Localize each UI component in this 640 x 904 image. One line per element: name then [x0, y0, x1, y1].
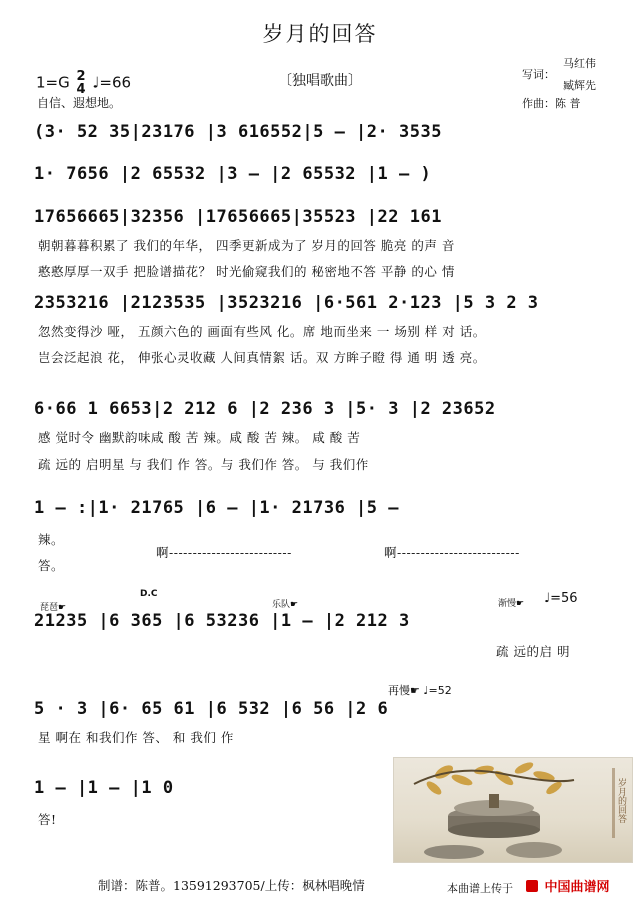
ritardando-more-mark: 再慢☛ ♩=52 [388, 684, 452, 697]
da-capo-mark: D.C [140, 589, 158, 599]
ritardando-mark: 渐慢☛ [498, 599, 525, 609]
humming-line-2: 啊-------------------------- [384, 545, 520, 560]
site-notice: 本曲谱上传于 [447, 882, 513, 895]
logo-icon [526, 880, 538, 892]
composer-credit: 作曲：陈 普 [522, 97, 581, 110]
key-label: 1=G [36, 73, 70, 92]
tempo-change-56: ♩=56 [544, 591, 578, 606]
song-genre: 〔独唱歌曲〕 [278, 73, 362, 89]
key-signature [36, 70, 131, 96]
tempo-mark: ♩=66 [92, 73, 132, 92]
time-signature [77, 70, 86, 96]
instrument-pipa-mark: 琵琶☛ [40, 603, 67, 613]
painting-caption: 岁月的回答 [616, 778, 626, 823]
lyric-row-6-verse-2: 答。 [38, 558, 65, 573]
ink-painting-image [393, 757, 633, 863]
orchestra-mark: 乐队☛ [272, 600, 299, 610]
score-row-1: (3· 52 35|23176 |3 616552|5 – |2· 3535 [34, 122, 442, 142]
lyric-row-5-verse-1: 感 觉时令 幽默韵味咸 酸 苦 辣。咸 酸 苦 辣。 咸 酸 苦 [38, 430, 361, 445]
lyricist-2: 臧辉先 [563, 79, 596, 92]
lyric-row-6-verse-1: 辣。 [38, 532, 65, 547]
lyric-row-3-verse-1: 朝朝暮暮积累了 我们的年华， 四季更新成为了 岁月的回答 脆亮 的声 音 [38, 238, 455, 253]
song-title: 岁月的回答 [262, 22, 378, 46]
score-row-6: 1 – :|1· 21765 |6 – |1· 21736 |5 – [34, 498, 399, 518]
score-row-4: 2353216 |2123535 |3523216 |6·561 2·123 |5 3 2 3 [34, 293, 539, 313]
score-row-8: 5 · 3 |6· 65 61 |6 532 |6 56 |2 6 [34, 699, 389, 719]
score-row-5: 6·66 1 6653|2 212 6 |2 236 3 |5· 3 |2 23652 [34, 399, 496, 419]
score-row-7: 21235 |6 365 |6 53236 |1 – |2 212 3 [34, 611, 410, 631]
score-row-2: 1· 7656 |2 65532 |3 – |2 65532 |1 – ) [34, 164, 432, 184]
lyric-row-3-verse-2: 憨憨厚厚一双手 把脸谱描花？ 时光偷窥我们的 秘密地不答 平静 的心 情 [38, 264, 455, 279]
lyricist-label: 写词： [522, 68, 555, 81]
site-logo-text: 中国曲谱网 [544, 880, 610, 895]
millstone-painting [394, 758, 632, 862]
lyric-row-4-verse-1: 忽然变得沙 哑， 五颜六色的 画面有些风 化。席 地而坐来 一 场别 样 对 话。 [38, 324, 486, 339]
lyric-row-9: 答! [38, 812, 57, 827]
lyric-row-4-verse-2: 岂会泛起浪 花， 伸张心灵收藏 人间真情絮 话。双 方眸子瞪 得 通 明 透 亮。 [38, 350, 486, 365]
site-logo[interactable] [526, 876, 610, 895]
lyric-row-5-verse-2: 疏 远的 启明星 与 我们 作 答。与 我们作 答。 与 我们作 [38, 457, 369, 472]
lyric-row-8: 星 啊在 和我们作 答、 和 我们 作 [38, 730, 234, 745]
humming-line-1: 啊-------------------------- [156, 545, 292, 560]
expression-mark: 自信、遐想地。 [37, 96, 122, 110]
score-row-9: 1 – |1 – |1 0 [34, 778, 174, 798]
lyricist-1: 马红伟 [563, 57, 596, 70]
lyric-row-7: 疏 远的启 明 [496, 644, 570, 659]
time-signature-top: 2 [76, 69, 86, 84]
transcriber-credit: 制谱：陈普。13591293705/上传：枫林唱晚情 [98, 878, 365, 893]
time-signature-bottom: 4 [76, 82, 86, 97]
score-row-3: 17656665|32356 |17656665|35523 |22 161 [34, 207, 442, 227]
